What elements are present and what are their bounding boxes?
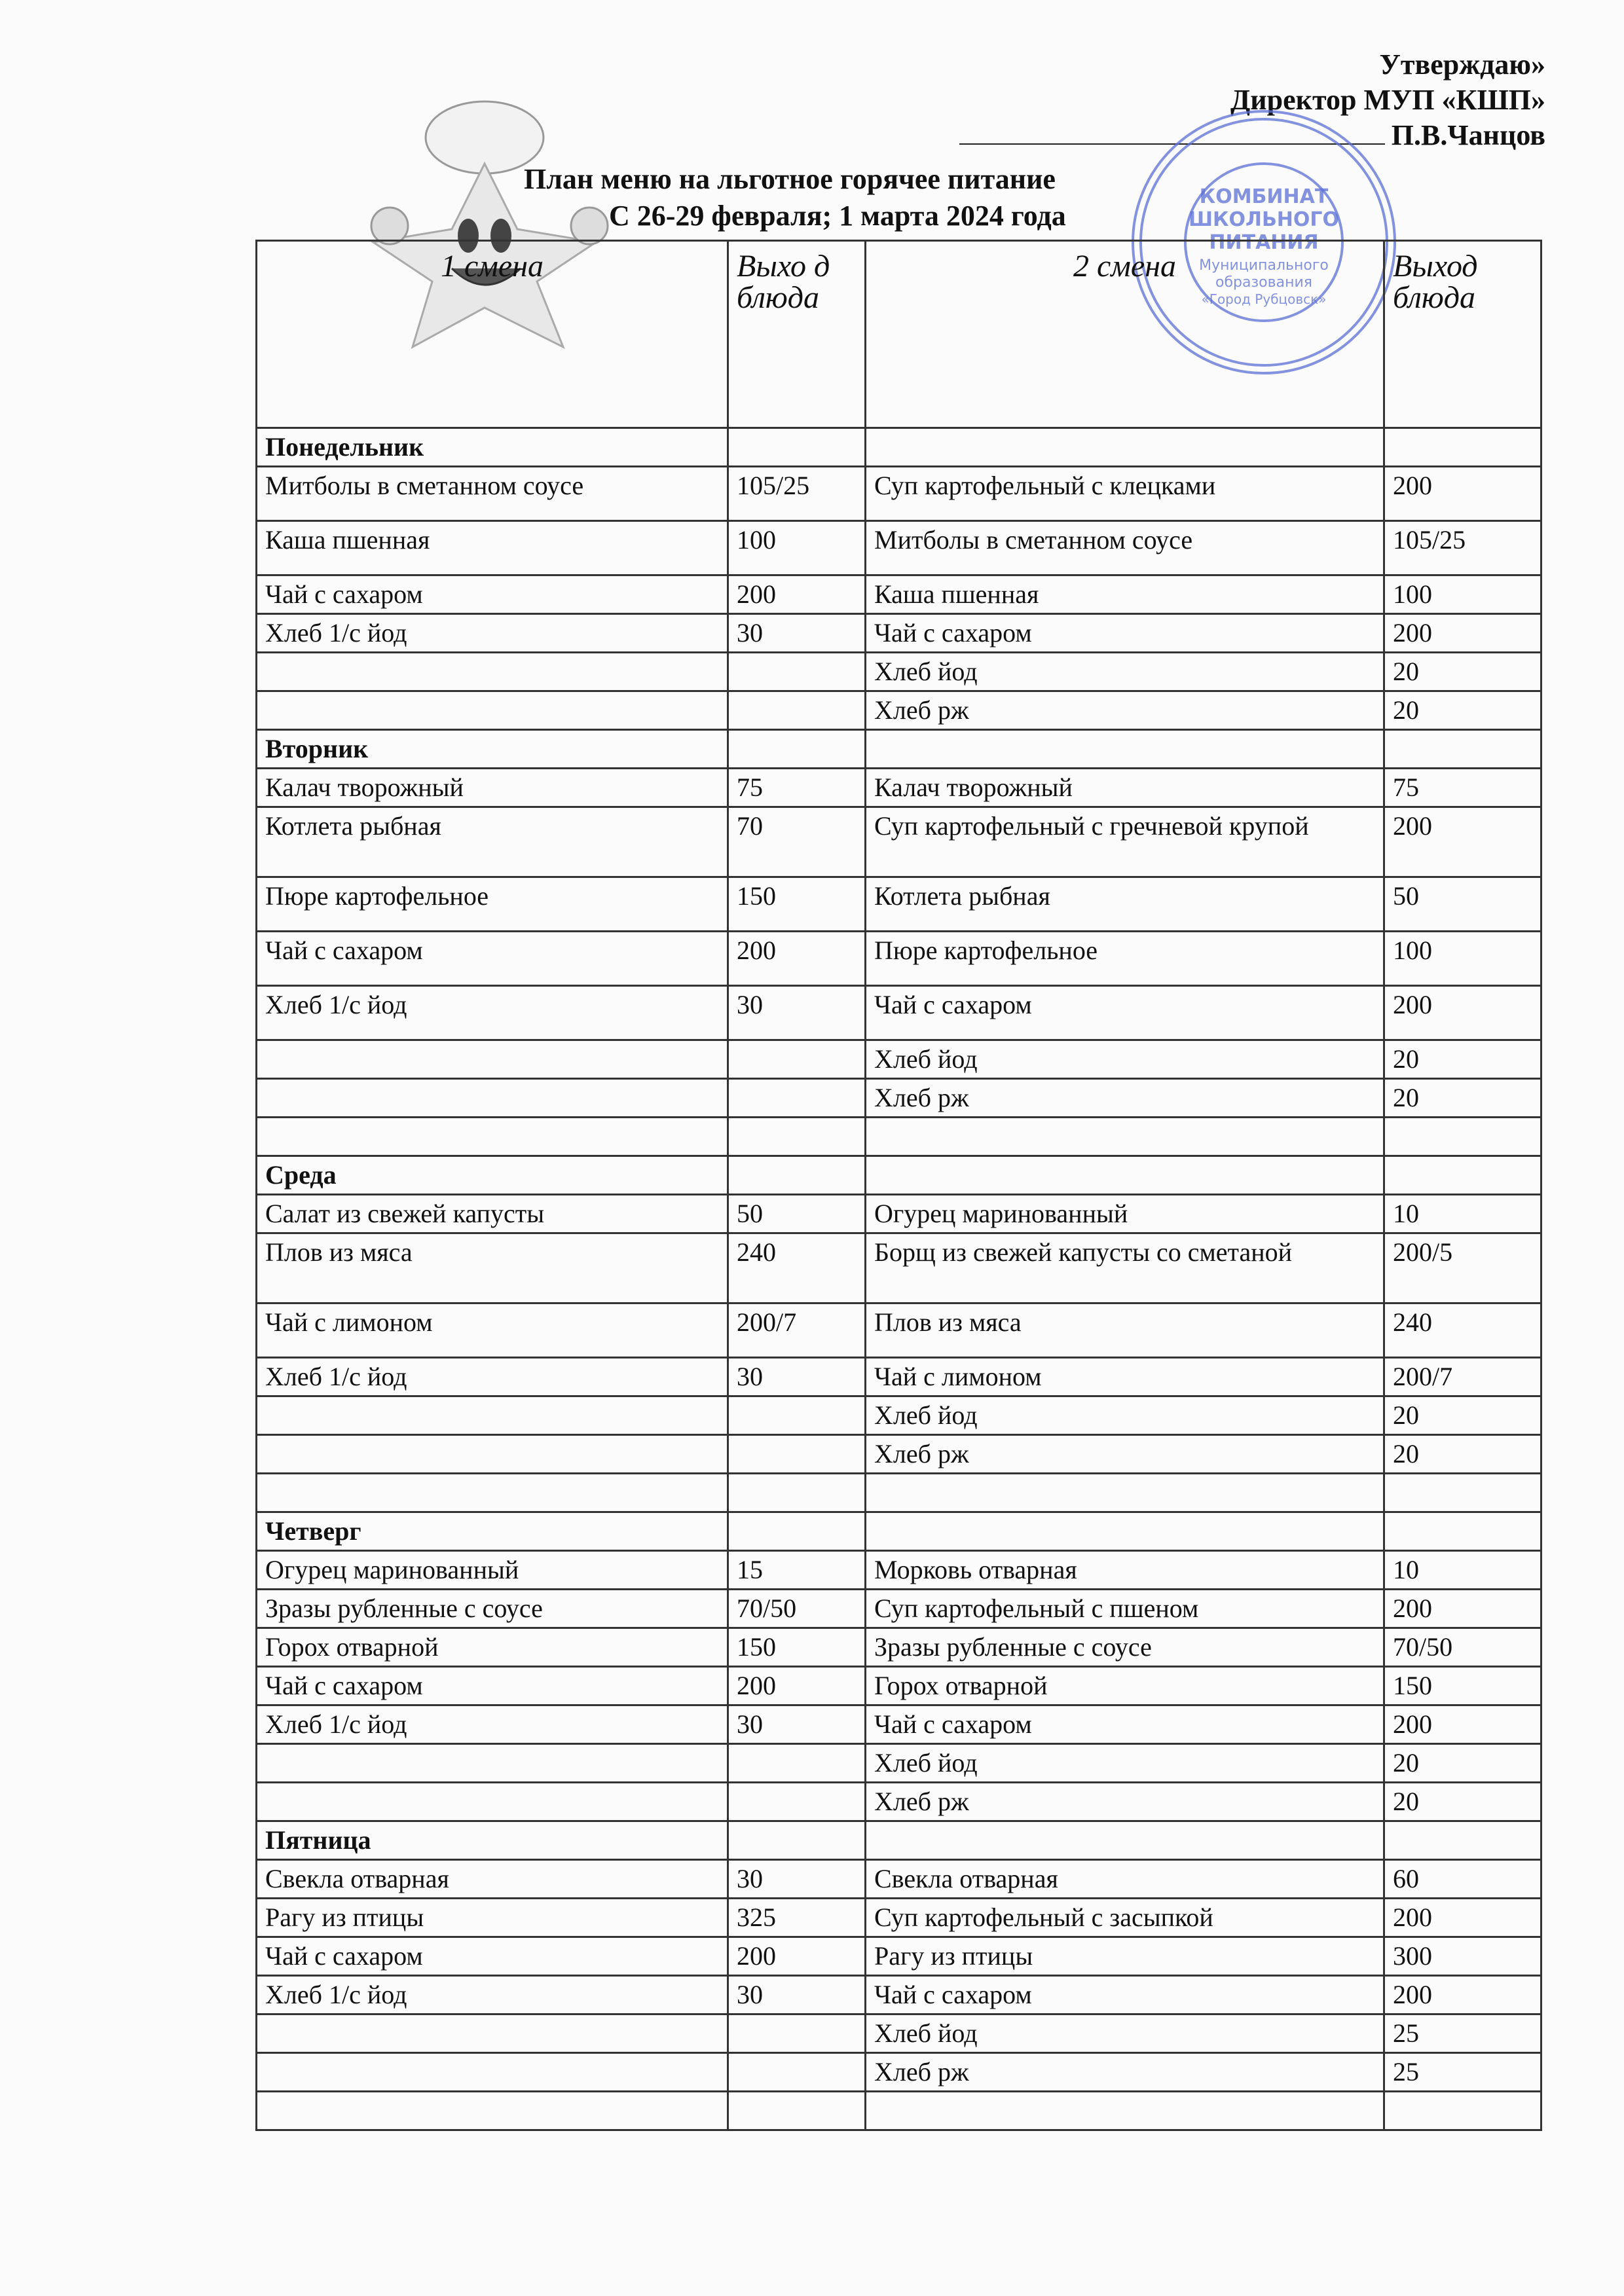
shift-1-output-cell [728,1744,866,1783]
shift-2-dish-cell: Хлеб рж [866,1079,1384,1118]
day-header-row [257,730,1541,769]
svg-text:ПИТАНИЯ: ПИТАНИЯ [1209,231,1319,254]
shift-1-output-cell: 30 [728,1358,866,1396]
table-row [257,807,1541,877]
header-output-1: Выхо д блюда [728,241,866,428]
table-row [257,1899,1541,1937]
shift-1-output-cell: 200 [728,1667,866,1705]
shift-1-output-cell [728,730,866,769]
shift-1-output-cell: 200 [728,932,866,986]
shift-1-dish-cell: Вторник [257,730,728,769]
shift-1-output-cell [728,1783,866,1821]
table-row [257,1937,1541,1976]
shift-1-dish-cell: Чай с лимоном [257,1303,728,1358]
day-header-row [257,1512,1541,1551]
document-title: План меню на льготное горячее питание [524,163,1056,195]
shift-1-dish-cell: Горох отварной [257,1628,728,1667]
table-row [257,986,1541,1040]
shift-1-dish-cell: Понедельник [257,428,728,467]
shift-2-dish-cell: Хлеб рж [866,1783,1384,1821]
shift-2-output-cell: 200 [1384,467,1541,521]
shift-1-dish-cell [257,1474,728,1512]
table-row [257,1118,1541,1156]
shift-2-output-cell: 20 [1384,1079,1541,1118]
shift-1-output-cell [728,1118,866,1156]
table-row [257,1040,1541,1079]
header-output-2: Выход блюда [1384,241,1541,428]
shift-1-dish-cell: Хлеб 1/с йод [257,1705,728,1744]
shift-1-output-cell [728,691,866,730]
shift-2-dish-cell: Свекла отварная [866,1860,1384,1899]
day-header-row [257,428,1541,467]
menu-table-body [257,428,1541,2130]
table-row [257,1233,1541,1303]
shift-2-output-cell: 200 [1384,1590,1541,1628]
shift-2-dish-cell: Чай с сахаром [866,1705,1384,1744]
shift-1-output-cell [728,1079,866,1118]
shift-1-output-cell: 30 [728,1976,866,2014]
table-row [257,2053,1541,2092]
shift-2-output-cell: 300 [1384,1937,1541,1976]
day-header-row [257,1156,1541,1195]
shift-1-dish-cell [257,1040,728,1079]
shift-1-output-cell: 325 [728,1899,866,1937]
table-row [257,1195,1541,1233]
shift-2-output-cell: 200/5 [1384,1233,1541,1303]
shift-1-output-cell: 30 [728,614,866,653]
table-row [257,1628,1541,1667]
table-row [257,1976,1541,2014]
shift-1-dish-cell [257,653,728,691]
shift-1-output-cell: 70 [728,807,866,877]
table-row [257,691,1541,730]
shift-2-dish-cell: Рагу из птицы [866,1937,1384,1976]
table-row [257,877,1541,932]
shift-2-output-cell [1384,1821,1541,1860]
shift-1-output-cell: 200 [728,575,866,614]
shift-2-output-cell: 200/7 [1384,1358,1541,1396]
shift-2-dish-cell: Суп картофельный с засыпкой [866,1899,1384,1937]
shift-1-output-cell: 150 [728,877,866,932]
shift-2-dish-cell: Огурец маринованный [866,1195,1384,1233]
shift-1-dish-cell [257,1118,728,1156]
shift-1-output-cell: 50 [728,1195,866,1233]
shift-2-dish-cell: Пюре картофельное [866,932,1384,986]
shift-2-output-cell: 20 [1384,691,1541,730]
shift-1-dish-cell: Котлета рыбная [257,807,728,877]
shift-2-output-cell: 240 [1384,1303,1541,1358]
shift-2-output-cell [1384,2092,1541,2130]
shift-2-output-cell: 200 [1384,1899,1541,1937]
shift-2-output-cell: 60 [1384,1860,1541,1899]
shift-1-dish-cell: Чай с сахаром [257,575,728,614]
table-row [257,1303,1541,1358]
shift-2-output-cell: 70/50 [1384,1628,1541,1667]
shift-1-dish-cell: Пятница [257,1821,728,1860]
shift-2-dish-cell: Борщ из свежей капусты со сметаной [866,1233,1384,1303]
table-row [257,653,1541,691]
shift-1-output-cell: 240 [728,1233,866,1303]
shift-1-dish-cell [257,1744,728,1783]
shift-2-output-cell: 100 [1384,575,1541,614]
shift-1-dish-cell: Чай с сахаром [257,1937,728,1976]
shift-2-output-cell: 20 [1384,1435,1541,1474]
svg-text:Муниципального: Муниципального [1199,257,1329,274]
table-row [257,1860,1541,1899]
shift-1-output-cell: 105/25 [728,467,866,521]
shift-2-dish-cell [866,1118,1384,1156]
shift-2-output-cell: 200 [1384,1976,1541,2014]
shift-1-output-cell: 30 [728,986,866,1040]
shift-1-dish-cell: Чай с сахаром [257,1667,728,1705]
shift-1-output-cell [728,2014,866,2053]
menu-table-header-row [257,241,1541,428]
shift-1-dish-cell: Каша пшенная [257,521,728,575]
table-row [257,1667,1541,1705]
shift-2-output-cell: 200 [1384,614,1541,653]
shift-1-output-cell [728,653,866,691]
shift-2-dish-cell [866,2092,1384,2130]
shift-1-output-cell: 15 [728,1551,866,1590]
table-row [257,1435,1541,1474]
shift-2-dish-cell: Чай с сахаром [866,1976,1384,2014]
shift-1-output-cell [728,1156,866,1195]
table-row [257,1783,1541,1821]
shift-1-output-cell [728,1821,866,1860]
shift-2-dish-cell [866,730,1384,769]
shift-1-dish-cell: Пюре картофельное [257,877,728,932]
shift-1-output-cell: 150 [728,1628,866,1667]
shift-2-output-cell: 105/25 [1384,521,1541,575]
shift-2-dish-cell: Хлеб рж [866,691,1384,730]
shift-1-output-cell [728,1435,866,1474]
table-row [257,467,1541,521]
approval-line-2: Директор МУП «КШП» [1230,84,1545,116]
shift-2-output-cell: 10 [1384,1195,1541,1233]
shift-2-output-cell [1384,1118,1541,1156]
shift-2-dish-cell [866,1156,1384,1195]
shift-2-dish-cell [866,1821,1384,1860]
shift-1-dish-cell [257,1079,728,1118]
shift-1-output-cell: 75 [728,769,866,807]
header-shift-1: 1 смена [257,241,728,428]
table-row [257,614,1541,653]
shift-2-dish-cell: Хлеб рж [866,2053,1384,2092]
shift-1-dish-cell [257,691,728,730]
shift-2-output-cell [1384,1474,1541,1512]
shift-1-dish-cell: Свекла отварная [257,1860,728,1899]
shift-2-dish-cell: Суп картофельный с гречневой крупой [866,807,1384,877]
table-row [257,1590,1541,1628]
shift-1-output-cell: 70/50 [728,1590,866,1628]
menu-table [255,240,1542,2131]
table-row [257,2014,1541,2053]
shift-2-output-cell: 25 [1384,2014,1541,2053]
shift-1-output-cell [728,1396,866,1435]
svg-text:«Город Рубцовск»: «Город Рубцовск» [1201,291,1327,307]
shift-2-dish-cell [866,428,1384,467]
svg-text:КОМБИНАТ: КОМБИНАТ [1199,185,1329,208]
director-name: П.В.Чанцов [1391,119,1545,151]
shift-2-output-cell [1384,1156,1541,1195]
shift-2-dish-cell: Калач творожный [866,769,1384,807]
shift-1-output-cell [728,1474,866,1512]
shift-1-output-cell [728,1512,866,1551]
table-row [257,1551,1541,1590]
shift-2-dish-cell [866,1512,1384,1551]
shift-1-dish-cell [257,1435,728,1474]
shift-2-output-cell [1384,730,1541,769]
shift-1-dish-cell: Плов из мяса [257,1233,728,1303]
shift-2-dish-cell: Хлеб йод [866,1040,1384,1079]
shift-2-output-cell: 200 [1384,1705,1541,1744]
shift-2-output-cell: 20 [1384,653,1541,691]
shift-2-output-cell: 25 [1384,2053,1541,2092]
shift-1-dish-cell: Хлеб 1/с йод [257,986,728,1040]
table-row [257,2092,1541,2130]
shift-1-output-cell: 30 [728,1860,866,1899]
shift-2-dish-cell: Хлеб йод [866,653,1384,691]
shift-2-output-cell: 20 [1384,1396,1541,1435]
shift-1-output-cell [728,1040,866,1079]
shift-1-dish-cell: Чай с сахаром [257,932,728,986]
shift-1-dish-cell: Хлеб 1/с йод [257,614,728,653]
shift-1-output-cell [728,428,866,467]
shift-1-dish-cell: Хлеб 1/с йод [257,1358,728,1396]
shift-2-output-cell: 20 [1384,1744,1541,1783]
shift-1-output-cell: 200 [728,1937,866,1976]
shift-1-dish-cell [257,2053,728,2092]
shift-1-output-cell [728,2053,866,2092]
shift-1-dish-cell: Среда [257,1156,728,1195]
shift-2-dish-cell: Чай с лимоном [866,1358,1384,1396]
shift-2-dish-cell: Суп картофельный с клецками [866,467,1384,521]
shift-2-output-cell [1384,428,1541,467]
shift-2-dish-cell: Зразы рубленные с соусе [866,1628,1384,1667]
shift-2-output-cell: 100 [1384,932,1541,986]
table-row [257,1079,1541,1118]
shift-1-dish-cell: Салат из свежей капусты [257,1195,728,1233]
shift-1-dish-cell [257,1396,728,1435]
shift-1-dish-cell: Хлеб 1/с йод [257,1976,728,2014]
header-shift-2: 2 смена [866,241,1384,428]
shift-2-dish-cell: Котлета рыбная [866,877,1384,932]
shift-1-dish-cell: Зразы рубленные с соусе [257,1590,728,1628]
shift-2-dish-cell: Хлеб рж [866,1435,1384,1474]
table-row [257,769,1541,807]
table-row [257,932,1541,986]
table-row [257,521,1541,575]
shift-1-dish-cell: Рагу из птицы [257,1899,728,1937]
table-row [257,1744,1541,1783]
shift-2-dish-cell [866,1474,1384,1512]
shift-2-output-cell [1384,1512,1541,1551]
shift-2-dish-cell: Чай с сахаром [866,614,1384,653]
shift-2-output-cell: 75 [1384,769,1541,807]
shift-1-output-cell [728,2092,866,2130]
shift-2-output-cell: 20 [1384,1040,1541,1079]
shift-2-output-cell: 50 [1384,877,1541,932]
day-header-row [257,1821,1541,1860]
shift-2-output-cell: 10 [1384,1551,1541,1590]
shift-2-dish-cell: Митболы в сметанном соусе [866,521,1384,575]
shift-1-dish-cell [257,1783,728,1821]
shift-1-output-cell: 200/7 [728,1303,866,1358]
document-period: С 26-29 февраля; 1 марта 2024 года [609,200,1066,232]
shift-2-output-cell: 150 [1384,1667,1541,1705]
shift-1-output-cell: 100 [728,521,866,575]
shift-2-dish-cell: Хлеб йод [866,1396,1384,1435]
shift-2-dish-cell: Плов из мяса [866,1303,1384,1358]
shift-1-dish-cell [257,2092,728,2130]
shift-2-dish-cell: Хлеб йод [866,1744,1384,1783]
shift-1-dish-cell: Огурец маринованный [257,1551,728,1590]
table-row [257,1474,1541,1512]
table-row [257,575,1541,614]
svg-text:образования: образования [1215,274,1312,291]
shift-2-dish-cell: Морковь отварная [866,1551,1384,1590]
shift-1-dish-cell [257,2014,728,2053]
shift-2-output-cell: 200 [1384,986,1541,1040]
shift-2-dish-cell: Горох отварной [866,1667,1384,1705]
shift-2-dish-cell: Каша пшенная [866,575,1384,614]
shift-1-dish-cell: Митболы в сметанном соусе [257,467,728,521]
shift-1-dish-cell: Калач творожный [257,769,728,807]
shift-2-output-cell: 200 [1384,807,1541,877]
shift-2-dish-cell: Хлеб йод [866,2014,1384,2053]
table-row [257,1358,1541,1396]
shift-2-output-cell: 20 [1384,1783,1541,1821]
shift-1-dish-cell: Четверг [257,1512,728,1551]
shift-2-dish-cell: Чай с сахаром [866,986,1384,1040]
table-row [257,1396,1541,1435]
approval-line-1: Утверждаю» [1379,48,1545,81]
shift-2-dish-cell: Суп картофельный с пшеном [866,1590,1384,1628]
table-row [257,1705,1541,1744]
svg-text:ШКОЛЬНОГО: ШКОЛЬНОГО [1188,208,1340,231]
shift-1-output-cell: 30 [728,1705,866,1744]
